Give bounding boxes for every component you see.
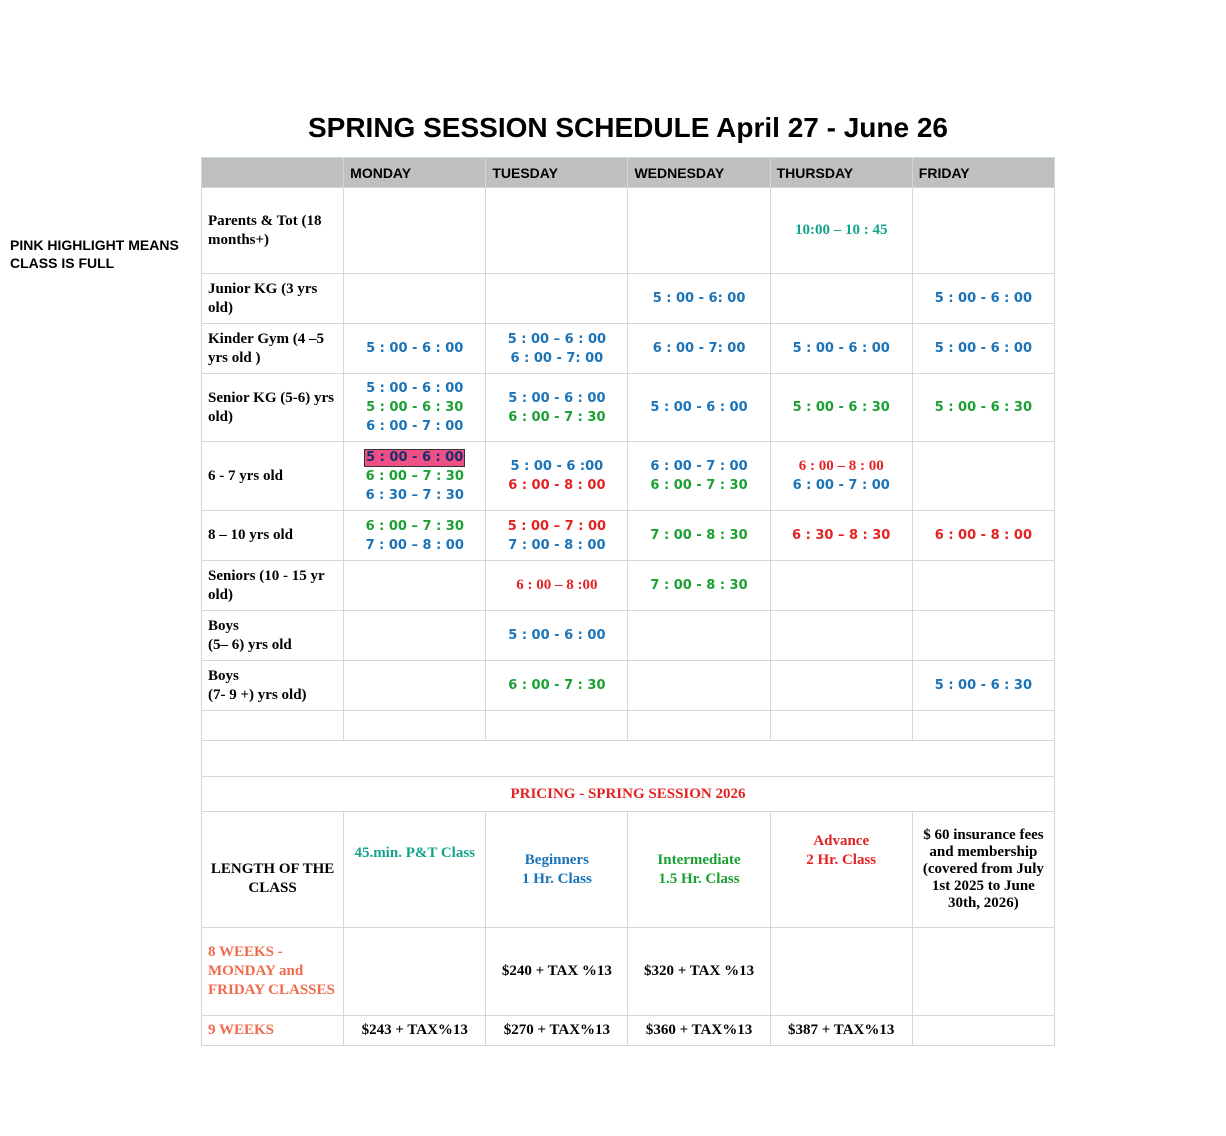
- class-time: 6 : 00 - 7 : 30: [508, 678, 606, 693]
- class-label: [202, 188, 344, 274]
- class-time: 6 : 00 - 8 : 00: [508, 478, 606, 493]
- schedule-cell: [770, 611, 912, 661]
- class-label: [202, 442, 344, 511]
- schedule-cell: [628, 374, 770, 442]
- schedule-cell: [912, 561, 1054, 611]
- pricing-title-row: [202, 777, 1055, 812]
- schedule-cell: [628, 188, 770, 274]
- class-time: 6 : 30 – 8 : 30: [792, 528, 891, 543]
- blank-row: [202, 711, 1055, 741]
- class-time: 5 : 00 - 6 :00: [510, 459, 604, 474]
- class-label: [202, 611, 344, 661]
- class-time: 5 : 00 - 6 : 00: [792, 341, 890, 356]
- class-label-line: Junior KG (3 yrs old): [208, 280, 318, 316]
- price-cell: [770, 928, 912, 1016]
- class-time: 6 : 00 – 7 : 30: [365, 468, 464, 484]
- price-cell: $243 + TAX%13: [344, 1016, 486, 1046]
- class-time: 6 : 00 - 7: 00: [510, 350, 604, 366]
- class-time: 6 : 00 - 7: 00: [652, 341, 746, 356]
- class-label: [202, 324, 344, 374]
- class-type-line: 45.min. P&T Class: [354, 845, 476, 861]
- class-type-line: 1 Hr. Class: [521, 870, 592, 887]
- schedule-row: [202, 661, 1055, 711]
- empty-cell: [912, 711, 1054, 741]
- class-time: 6 : 00 - 7 : 00: [650, 459, 748, 474]
- schedule-cell: [912, 661, 1054, 711]
- class-time: 6 : 00 – 8 :00: [516, 577, 598, 593]
- schedule-cell: [912, 442, 1054, 511]
- schedule-cell: [770, 274, 912, 324]
- class-time: 7 : 00 - 8 : 30: [650, 528, 748, 543]
- schedule-cell: [344, 611, 486, 661]
- schedule-cell: [770, 374, 912, 442]
- schedule-row: [202, 511, 1055, 561]
- schedule-cell: [912, 188, 1054, 274]
- class-type-line: Beginners: [524, 851, 589, 868]
- day-header-row: [202, 158, 1055, 188]
- class-time: 6 : 00 - 7 : 00: [792, 478, 890, 493]
- class-type-header: [486, 812, 628, 928]
- schedule-cell: [344, 274, 486, 324]
- schedule-cell: [486, 511, 628, 561]
- length-label: LENGTH OF THE CLASS: [202, 812, 344, 928]
- price-cell: [912, 928, 1054, 1016]
- class-time: 5 : 00 - 6 : 00: [508, 628, 606, 643]
- class-time: 6 : 00 - 8 : 00: [934, 528, 1032, 543]
- price-cell: [912, 1016, 1054, 1046]
- empty-cell: [486, 711, 628, 741]
- class-label-line: 8 – 10 yrs old: [208, 527, 294, 543]
- class-label-line: 6 - 7 yrs old: [208, 467, 283, 484]
- schedule-cell: [912, 324, 1054, 374]
- schedule-cell: [628, 274, 770, 324]
- day-header: WEDNESDAY: [628, 158, 770, 188]
- day-header: THURSDAY: [770, 158, 912, 188]
- class-label-line: (7- 9 +) yrs old): [208, 686, 307, 703]
- class-label-line: Kinder Gym (4 –5 yrs old ): [208, 330, 324, 366]
- class-time: 6 : 00 - 7 : 00: [366, 419, 464, 434]
- class-type-line: Intermediate: [657, 851, 741, 868]
- price-cell: $360 + TAX%13: [628, 1016, 770, 1046]
- pricing-title: PRICING - SPRING SESSION 2026: [202, 777, 1055, 812]
- spacer-cell: [202, 741, 1055, 777]
- schedule-cell: [628, 324, 770, 374]
- eight-weeks-label: 8 WEEKS - MONDAY and FRIDAY CLASSES: [202, 928, 344, 1016]
- nine-weeks-label: 9 WEEKS: [202, 1016, 344, 1046]
- class-type-header: [770, 812, 912, 928]
- schedule-cell: [486, 324, 628, 374]
- schedule-cell: [486, 561, 628, 611]
- class-time: 5 : 00 - 6 : 30: [366, 400, 464, 415]
- class-label: [202, 661, 344, 711]
- class-label: [202, 274, 344, 324]
- schedule-cell: [770, 511, 912, 561]
- schedule-row: [202, 274, 1055, 324]
- schedule-cell: [628, 611, 770, 661]
- schedule-cell: [486, 611, 628, 661]
- price-cell: $387 + TAX%13: [770, 1016, 912, 1046]
- schedule-cell: [628, 661, 770, 711]
- day-header: TUESDAY: [486, 158, 628, 188]
- schedule-row: [202, 561, 1055, 611]
- blank-row: [202, 741, 1055, 777]
- full-highlight: 5 : 00 - 6 : 00: [366, 449, 464, 465]
- class-time: 5 : 00 - 6 : 00: [366, 341, 464, 356]
- schedule-cell: [344, 324, 486, 374]
- class-time: 6 : 00 – 7 : 30: [365, 518, 464, 534]
- class-time: 5 : 00 - 6: 00: [652, 291, 746, 306]
- schedule-cell: [344, 661, 486, 711]
- insurance-note: $ 60 insurance fees and membership (covered from July 1st 2025 to June 30th, 2026): [912, 812, 1054, 928]
- price-row-8-weeks: [202, 928, 1055, 1016]
- schedule-cell: [912, 611, 1054, 661]
- class-time: 5 : 00 - 6 : 30: [934, 678, 1032, 693]
- schedule-cell: [344, 374, 486, 442]
- class-time: 7 : 00 - 8 : 00: [508, 537, 606, 553]
- empty-cell: [628, 711, 770, 741]
- class-time: 6 : 00 - 7 : 30: [508, 409, 606, 425]
- empty-cell: [344, 711, 486, 741]
- schedule-cell: [912, 511, 1054, 561]
- schedule-cell: [486, 374, 628, 442]
- price-cell: $240 + TAX %13: [486, 928, 628, 1016]
- full-class-note: PINK HIGHLIGHT MEANS CLASS IS FULL: [10, 237, 179, 271]
- schedule-cell: [344, 442, 486, 511]
- schedule-cell: [770, 561, 912, 611]
- class-time: 7 : 00 – 8 : 00: [365, 537, 464, 553]
- class-time-full: [350, 448, 479, 467]
- page-title: SPRING SESSION SCHEDULE April 27 - June 26: [307, 112, 948, 143]
- class-time: 6 : 00 - 7 : 30: [650, 478, 748, 493]
- class-type-header: [628, 812, 770, 928]
- class-label-line: Boys: [208, 667, 239, 684]
- class-time: 6 : 00 – 8 : 00: [798, 458, 884, 474]
- class-time: 6 : 30 – 7 : 30: [365, 487, 464, 503]
- class-type-line: Advance: [813, 833, 870, 849]
- price-cell: $320 + TAX %13: [628, 928, 770, 1016]
- class-time: 5 : 00 - 6 : 00: [650, 400, 748, 415]
- schedule-cell: [628, 511, 770, 561]
- schedule-table: [201, 157, 1055, 1046]
- schedule-row: [202, 611, 1055, 661]
- schedule-cell: [344, 511, 486, 561]
- schedule-cell: [770, 324, 912, 374]
- class-type-line: 1.5 Hr. Class: [658, 870, 740, 887]
- class-time: 5 : 00 – 7 : 00: [507, 518, 607, 534]
- class-type-header: [344, 812, 486, 928]
- class-label-line: Senior KG (5-6) yrs old): [208, 389, 334, 425]
- class-label-line: Boys: [208, 617, 239, 634]
- class-time: 5 : 00 - 6 : 00: [366, 381, 464, 396]
- class-label: [202, 561, 344, 611]
- schedule-cell: [628, 442, 770, 511]
- schedule-cell: [770, 442, 912, 511]
- class-label: [202, 374, 344, 442]
- class-time: 5 : 00 - 6 : 30: [934, 400, 1032, 415]
- schedule-row: [202, 442, 1055, 511]
- class-label-line: Parents & Tot (18 months+): [208, 212, 322, 248]
- schedule-cell: [486, 442, 628, 511]
- schedule-row: [202, 374, 1055, 442]
- schedule-cell: [486, 274, 628, 324]
- class-time: 5 : 00 - 6 : 30: [792, 400, 890, 415]
- day-header: FRIDAY: [912, 158, 1054, 188]
- schedule-cell: [486, 661, 628, 711]
- class-time: 7 : 00 - 8 : 30: [650, 578, 748, 593]
- price-cell: [344, 928, 486, 1016]
- schedule-row: [202, 324, 1055, 374]
- class-time: 5 : 00 - 6 : 00: [934, 341, 1032, 356]
- schedule-cell: [912, 374, 1054, 442]
- class-label-line: Seniors (10 - 15 yr old): [208, 567, 325, 603]
- class-time: 10:00 – 10 : 45: [794, 222, 888, 238]
- schedule-cell: [912, 274, 1054, 324]
- class-time: 5 : 00 - 6 : 00: [508, 390, 606, 406]
- schedule-cell: [770, 661, 912, 711]
- pricing-header-row: [202, 812, 1055, 928]
- schedule-row: [202, 188, 1055, 274]
- schedule-cell: [344, 188, 486, 274]
- class-type-line: 2 Hr. Class: [806, 852, 877, 868]
- schedule-cell: [770, 188, 912, 274]
- price-cell: $270 + TAX%13: [486, 1016, 628, 1046]
- corner-cell: [202, 158, 344, 188]
- class-time: 5 : 00 – 6 : 00: [507, 331, 607, 347]
- price-row-9-weeks: [202, 1016, 1055, 1046]
- empty-cell: [202, 711, 344, 741]
- schedule-cell: [486, 188, 628, 274]
- day-header: MONDAY: [344, 158, 486, 188]
- class-label-line: (5– 6) yrs old: [208, 636, 292, 653]
- class-label: [202, 511, 344, 561]
- class-time: 5 : 00 - 6 : 00: [934, 291, 1032, 306]
- schedule-cell: [628, 561, 770, 611]
- schedule-cell: [344, 561, 486, 611]
- empty-cell: [770, 711, 912, 741]
